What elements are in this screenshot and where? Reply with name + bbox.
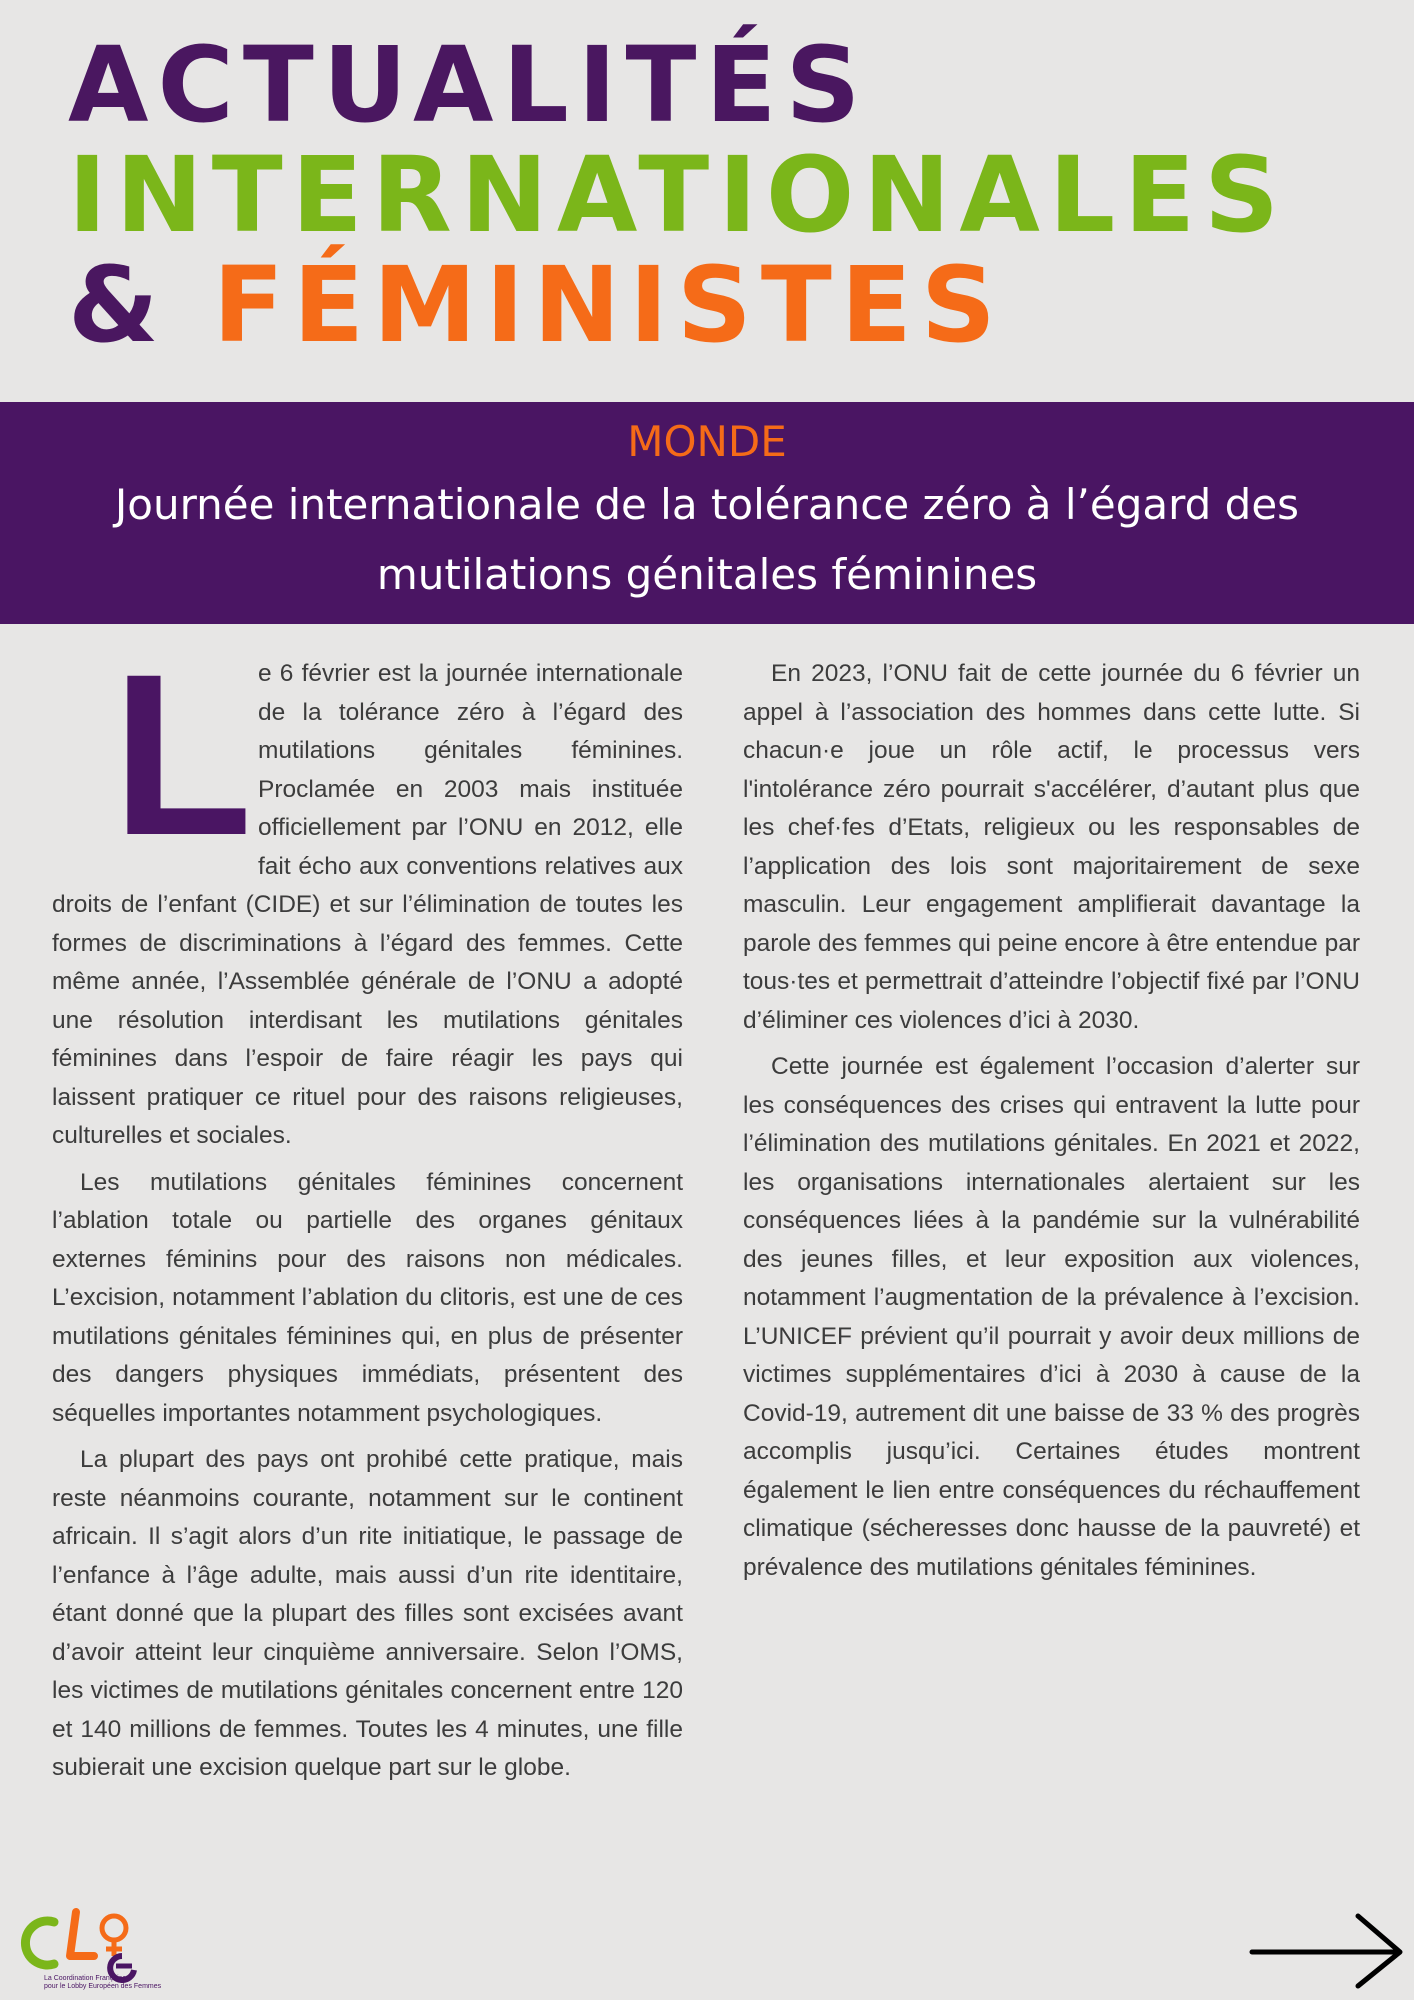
paragraph: e 6 février est la journée internationale de la tolérance zéro à l’égard des mutilations génitales féminines. Proclamée en 2003 mais instituée officiellement par l’ONU en 2012, elle fait écho aux conventions relatives aux droits de l’enfant (CIDE) et sur l’élimination de toutes les formes de discriminations à l’égard des femmes. Cette même année, l’Assemblée générale de l’ONU a adopté une résolution interdisant les mutilations génitales féminines dans l’espoir de faire réagir les pays qui laissent pratiquer ce rituel pour des raisons religieuses, culturelles et sociales. — [52, 660, 683, 1149]
paragraph: La plupart des pays ont prohibé cette pratique, mais reste néanmoins courante, notamment sur le continent africain. Il s’agit alors d’un rite initiatique, le passage de l’enfance à l’âge adulte, mais aussi d’un rite identitaire, étant donné que la plupart des filles sont excisées avant d’avoir atteint leur cinquième anniversaire. Selon l’OMS, les victimes de mutilations génitales concernent entre 120 et 140 millions de femmes. Toutes les 4 minutes, une fille subierait une excision quelque part sur le globe. — [52, 1446, 683, 1781]
page-title — [68, 24, 1289, 366]
article-headline: Journée internationale de la tolérance zéro à l’égard des mutilations génitales féminines — [114, 480, 1300, 599]
paragraph: Les mutilations génitales féminines concernent l’ablation totale ou partielle des organes génitaux externes féminins pour des raisons non médicales. L’excision, notamment l’ablation du clitoris, est une de ces mutilations génitales féminines qui, en plus de présenter des dangers physiques immédiats, présentent des séquelles importantes notamment psychologiques. — [52, 1168, 683, 1427]
title-ampersand: & — [68, 244, 168, 366]
title-feministes-word: FÉMINISTES — [212, 244, 1005, 366]
right-column — [743, 655, 1360, 1595]
title-line-actualites: ACTUALITÉS — [68, 24, 870, 146]
paragraph: En 2023, l’ONU fait de cette journée du 6 février un appel à l’association des hommes dans cette lutte. Si chacun·e joue un rôle actif, le processus vers l'intolérance zéro pourrait s'accélérer, d’autant plus que les chef·fes d’Etats, religieux ou les responsables de l’application des lois sont majoritairement de sexe masculin. Leur engagement amplifierait davantage la parole des femmes qui peine encore à être entendue par tous·tes et permettrait d’atteindre l’objectif fixé par l’ONU d’éliminer ces violences d’ici à 2030. — [743, 660, 1360, 1034]
title-line-internationales: INTERNATIONALES — [68, 134, 1289, 256]
left-column — [52, 626, 683, 1796]
paragraph: Cette journée est également l’occasion d’alerter sur les conséquences des crises qui entravent la lutte pour l’élimination des mutilations génitales. En 2021 et 2022, les organisations internationales alertaient sur les conséquences liées à la pandémie sur la vulnérabilité des jeunes filles, et leur exposition aux violences, notamment l’augmentation de la prévalence à l’excision. L’UNICEF prévient qu’il pourrait y avoir deux millions de victimes supplémentaires d’ici à 2030 à cause de la Covid-19, autrement dit une baisse de 33 % des progrès accomplis jusqu’ici. Certaines études montrent également le lien entre conséquences du réchauffement climatique (sécheresses donc hausse de la pauvreté) et prévalence des mutilations génitales féminines. — [743, 1053, 1360, 1581]
arrow-right-icon[interactable] — [1248, 1910, 1408, 1990]
logo-caption-line2: pour le Lobby Européen des Femmes — [44, 1983, 162, 1990]
logo-caption-line1: La Coordination Française — [44, 1975, 127, 1982]
clef-logo — [14, 1906, 174, 1990]
article-category: MONDE — [627, 417, 787, 466]
article-banner — [0, 402, 1414, 624]
drop-cap: L — [112, 626, 253, 883]
title-line-feministes — [68, 244, 1288, 366]
